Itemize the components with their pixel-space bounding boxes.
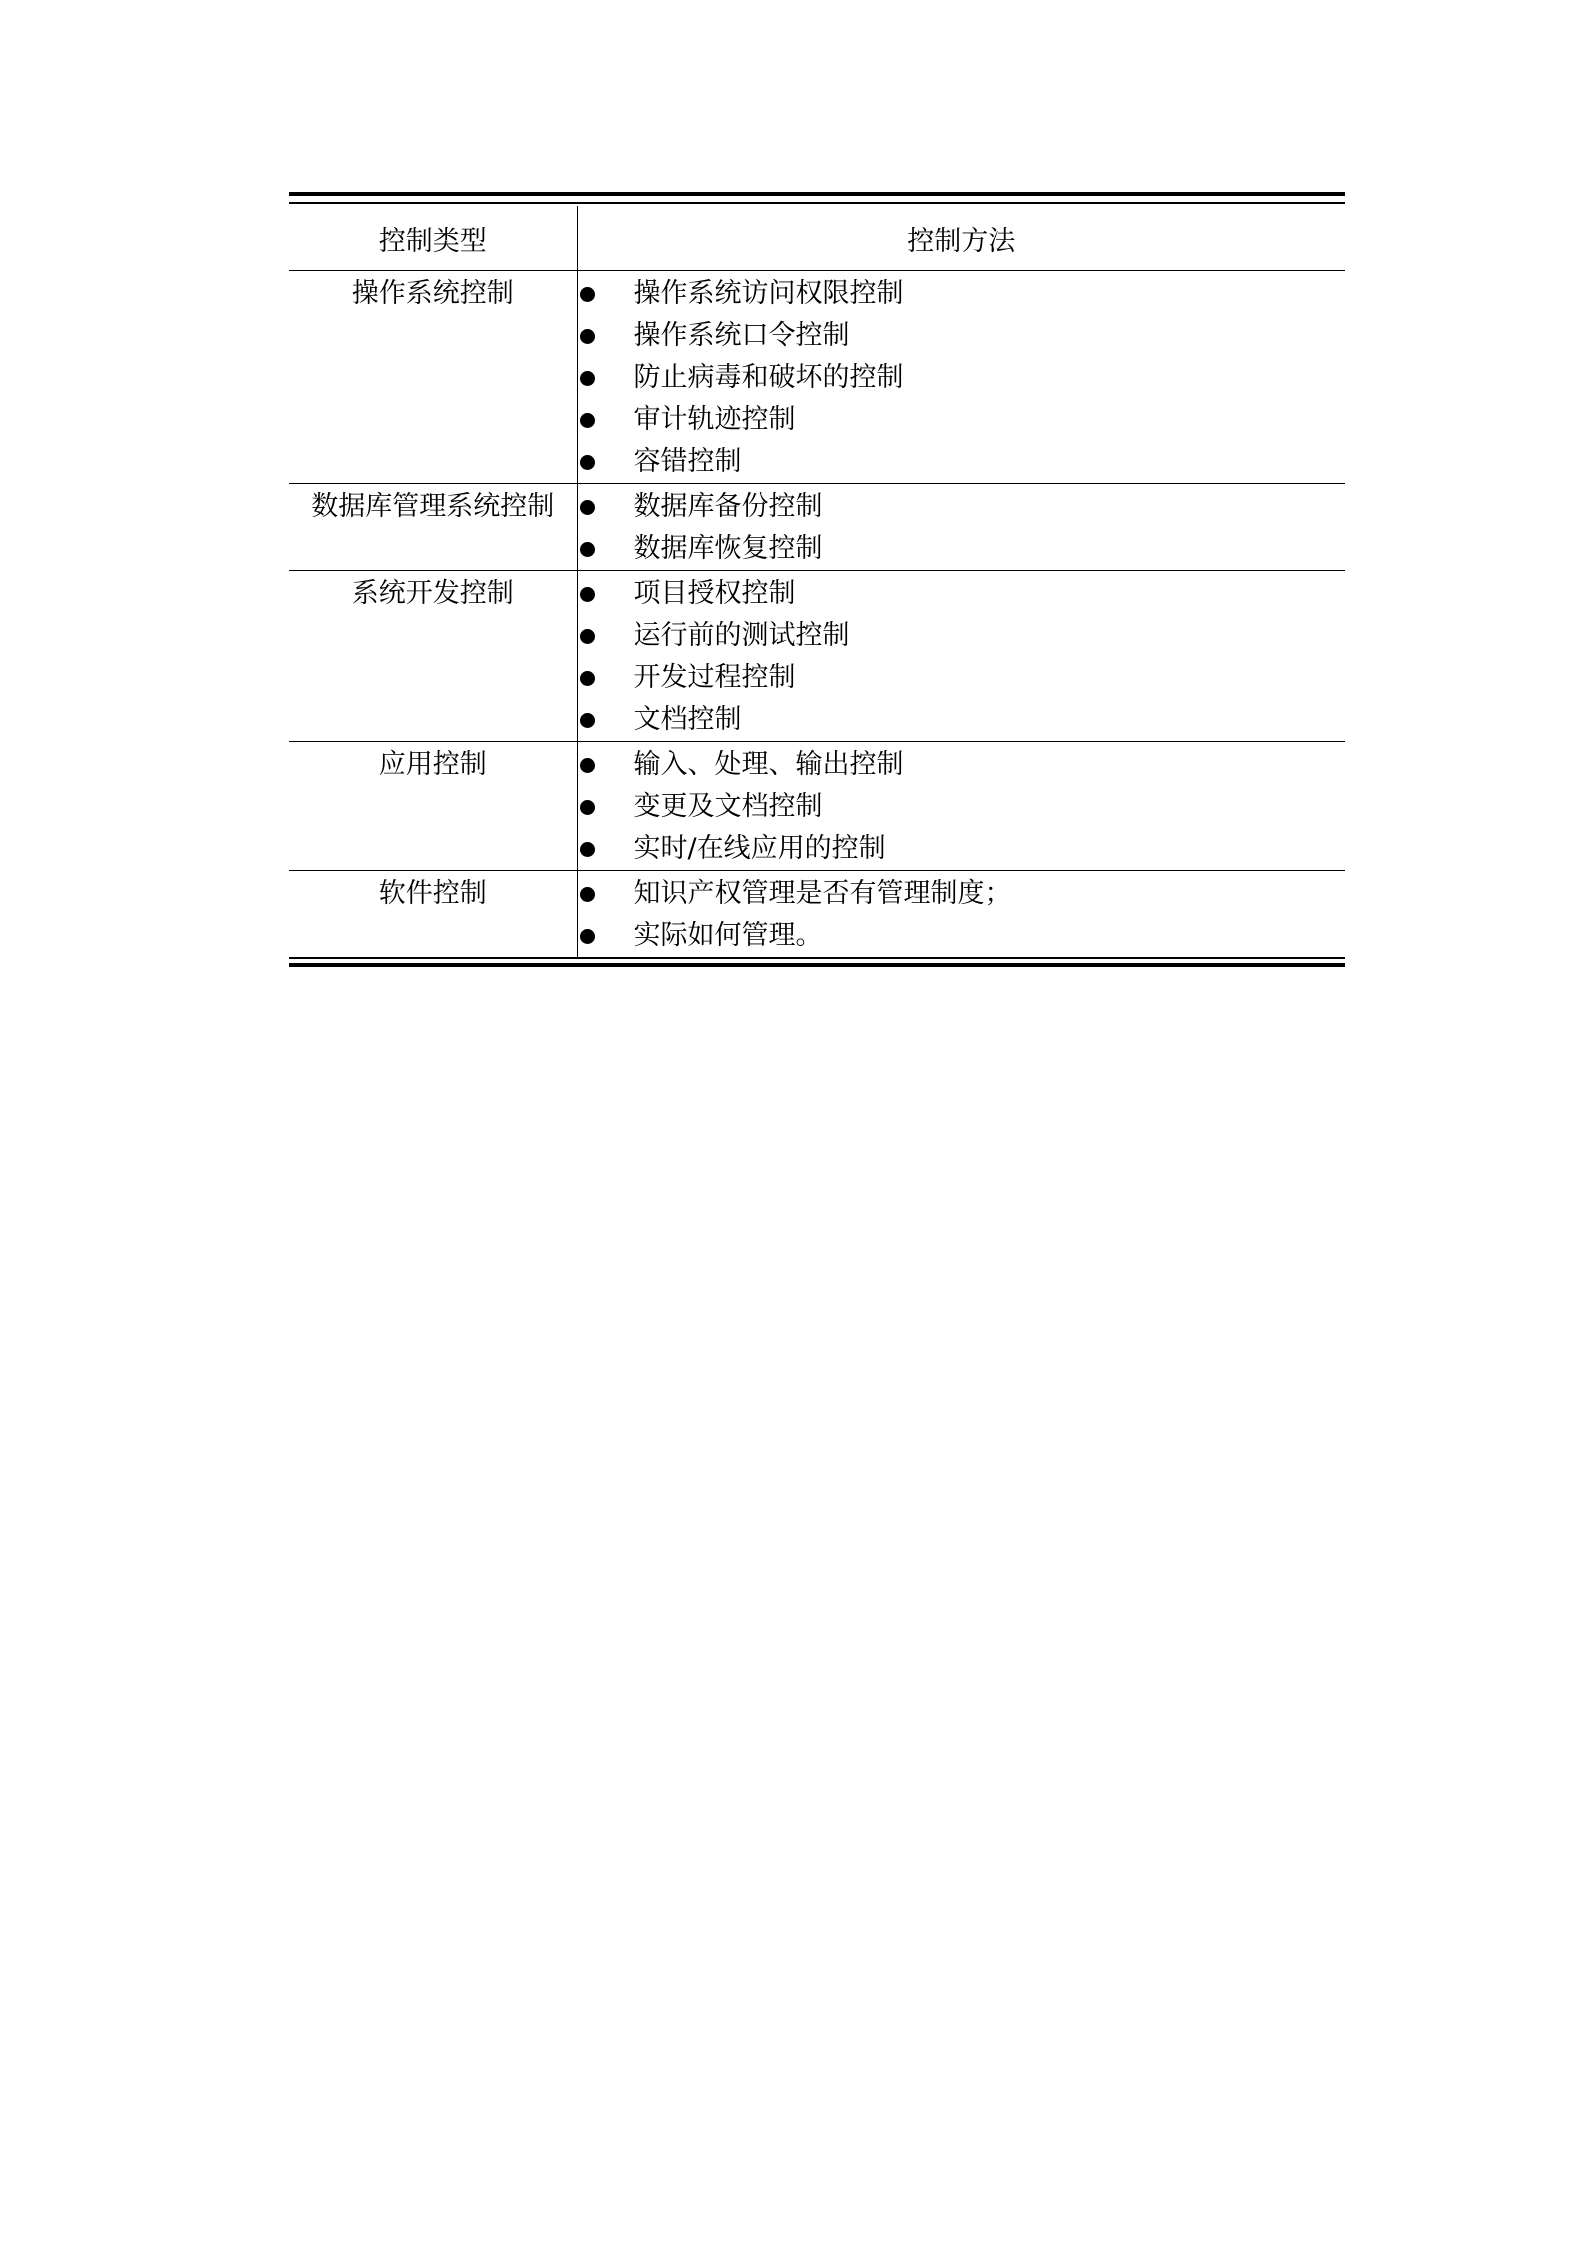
bullet-icon [580,371,595,386]
method-text: 容错控制 [633,446,742,477]
table-row [289,484,1345,571]
table-bottom-rule [289,957,1345,971]
method-text: 实时/在线应用的控制 [633,833,886,864]
control-type-cell [289,871,577,958]
control-type-label: 应用控制 [378,749,487,780]
control-type-cell [289,571,577,742]
bullet-icon [580,455,595,470]
list-item [578,486,1346,528]
method-list [578,571,1346,741]
bullet-icon [580,842,595,857]
bullet-icon [580,542,595,557]
method-text: 防止病毒和破坏的控制 [633,362,904,393]
control-method-cell [577,484,1345,571]
control-type-cell [289,271,577,484]
list-item [578,399,1346,441]
method-text: 操作系统口令控制 [633,320,850,351]
control-method-cell [577,742,1345,871]
table-row [289,871,1345,958]
bullet-icon [580,287,595,302]
control-type-label: 操作系统控制 [351,278,514,309]
list-item [578,441,1346,483]
method-text: 知识产权管理是否有管理制度； [633,878,1012,909]
header-control-method: 控制方法 [577,206,1345,271]
table-row [289,271,1345,484]
bullet-icon [580,629,595,644]
bullet-icon [580,413,595,428]
list-item [578,873,1346,915]
list-item [578,915,1346,957]
list-item [578,786,1346,828]
control-type-cell [289,742,577,871]
list-item [578,657,1346,699]
control-type-label: 软件控制 [378,878,487,909]
list-item [578,528,1346,570]
table-top-rule [289,192,1345,206]
control-type-label: 系统开发控制 [351,578,514,609]
list-item [578,615,1346,657]
method-list [578,742,1346,870]
header-control-type: 控制类型 [289,206,577,271]
method-text: 审计轨迹控制 [633,404,796,435]
method-list [578,271,1346,483]
method-text: 变更及文档控制 [633,791,823,822]
bullet-icon [580,887,595,902]
list-item [578,828,1346,870]
method-text: 实际如何管理。 [633,920,823,951]
bullet-icon [580,713,595,728]
list-item [578,744,1346,786]
bullet-icon [580,800,595,815]
table-row [289,571,1345,742]
list-item [578,273,1346,315]
table-header-row [289,206,1345,271]
list-item [578,315,1346,357]
method-text: 数据库备份控制 [633,491,823,522]
list-item [578,699,1346,741]
method-text: 项目授权控制 [633,578,796,609]
method-list [578,484,1346,570]
method-text: 操作系统访问权限控制 [633,278,904,309]
bullet-icon [580,500,595,515]
control-method-cell [577,271,1345,484]
method-text: 运行前的测试控制 [633,620,850,651]
control-method-cell [577,571,1345,742]
method-text: 文档控制 [633,704,742,735]
bullet-icon [580,758,595,773]
bullet-icon [580,929,595,944]
list-item [578,573,1346,615]
list-item [578,357,1346,399]
bullet-icon [580,587,595,602]
bullet-icon [580,329,595,344]
control-table [289,192,1345,971]
control-type-label: 数据库管理系统控制 [311,491,555,522]
control-type-cell [289,484,577,571]
control-table-grid [289,206,1345,957]
control-method-cell [577,871,1345,958]
method-text: 开发过程控制 [633,662,796,693]
method-text: 数据库恢复控制 [633,533,823,564]
method-list [578,871,1346,957]
bullet-icon [580,671,595,686]
method-text: 输入、处理、输出控制 [633,749,904,780]
table-row [289,742,1345,871]
